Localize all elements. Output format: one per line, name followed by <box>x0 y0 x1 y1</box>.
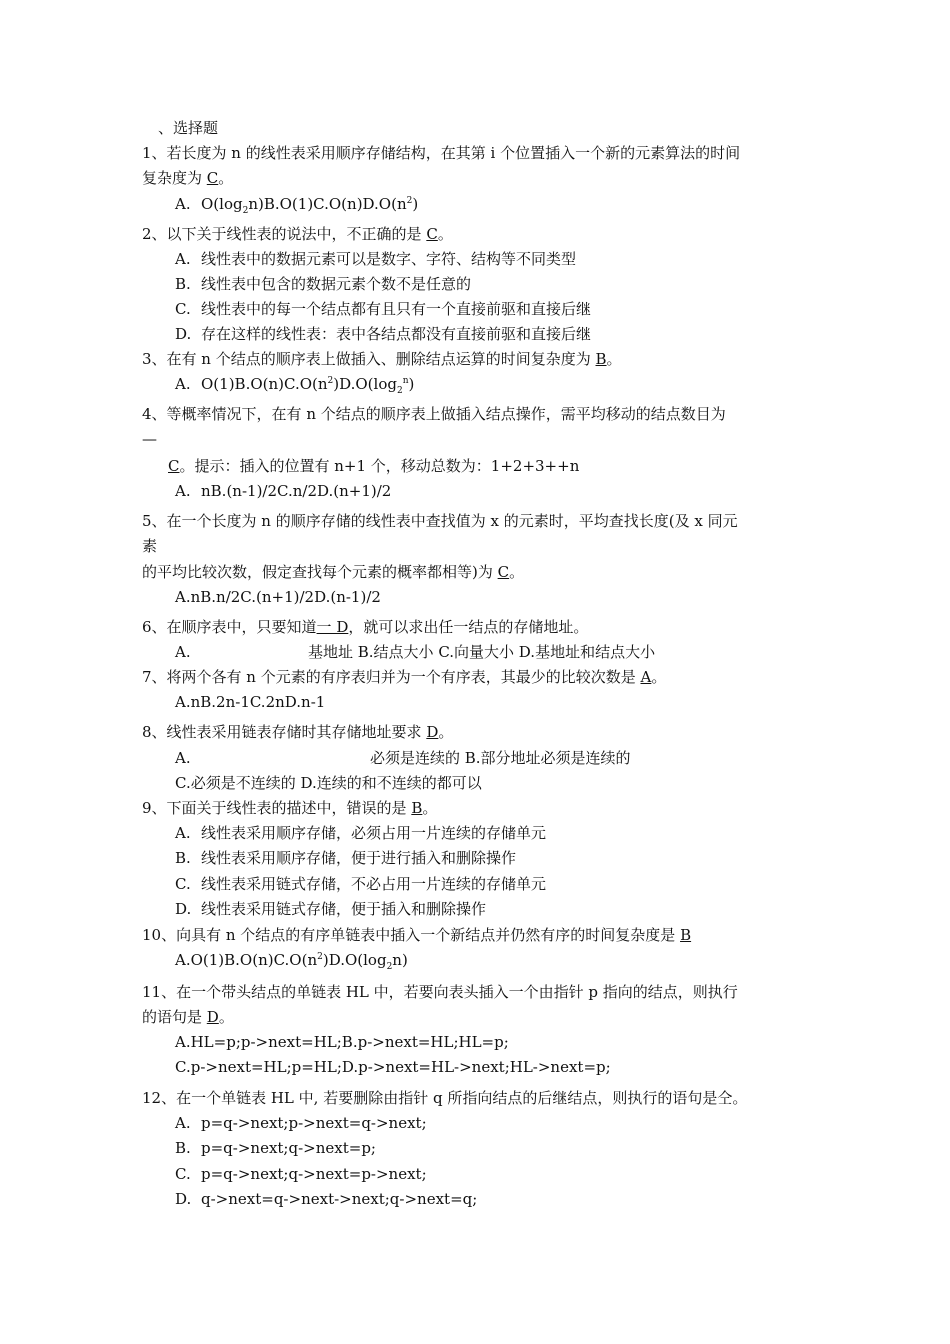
question-4-answer: C <box>168 457 180 475</box>
section-title: 、选择题 <box>158 119 219 137</box>
question-9-option-a: A. 线性表采用顺序存储，必须占用一片连续的存储单元 <box>175 824 547 842</box>
question-9-answer: B <box>411 799 423 817</box>
question-12-stem: 12、在一个单链表 HL 中, 若要删除由指针 q 所指向结点的后继结点，则执行的语句是仝。 <box>142 1089 748 1107</box>
question-6-option-label: A. <box>175 643 191 661</box>
question-5-stem-line3: 的平均比较次数，假定查找每个元素的概率都相等)为 C。 <box>142 563 525 581</box>
question-1-stem-line1: 1、若长度为 n 的线性表采用顺序存储结构，在其第 i 个位置插入一个新的元素算法的时间 <box>142 144 741 162</box>
question-1-options: A. $O(\log_2n)B.O(1)C.O(n)D.O(n^2)$ <box>175 195 419 216</box>
question-2-answer: C <box>426 225 438 243</box>
question-4-stem-line1: 4、等概率情况下，在有 n 个结点的顺序表上做插入结点操作，需平均移动的结点数目为 <box>142 405 726 423</box>
question-5-answer: C <box>497 563 510 581</box>
question-12-option-c: C. p=q->next;q->next=p->next; <box>175 1165 427 1183</box>
question-12-option-a: A. p=q->next;p->next=q->next; <box>175 1114 427 1132</box>
question-7-answer: A <box>640 668 652 686</box>
question-2-option-c: C. 线性表中的每一个结点都有且只有一个直接前驱和直接后继 <box>175 300 592 318</box>
question-9-option-d: D. 线性表采用链式存储，便于插入和删除操作 <box>175 900 487 918</box>
question-4-hint: C。提示：插入的位置有 n+1 个，移动总数为：1+2+3++n <box>168 457 580 475</box>
question-2-option-d: D. 存在这样的线性表：表中各结点都没有直接前驱和直接后继 <box>175 325 592 343</box>
question-11-stem-line1: 11、在一个带头结点的单链表 HL 中，若要向表头插入一个由指针 p 指向的结点，则执行 <box>142 983 738 1001</box>
question-11-stem-line2: 的语句是 D。 <box>142 1008 234 1026</box>
question-1-stem-line2: 复杂度为 C。 <box>142 169 234 187</box>
question-3-stem: 3、在有 n 个结点的顺序表上做插入、删除结点运算的时间复杂度为 B。 <box>142 350 622 368</box>
question-8-answer: D <box>426 723 439 741</box>
question-7-stem: 7、将两个各有 n 个元素的有序表归并为一个有序表，其最少的比较次数是 A。 <box>142 668 667 686</box>
question-11-answer: D <box>206 1008 219 1026</box>
question-8-options-line2: C.必须是不连续的 D.连续的和不连续的都可以 <box>175 774 482 792</box>
question-10-stem: 10、向具有 n 个结点的有序单链表中插入一个新结点并仍然有序的时间复杂度是 B <box>142 926 692 944</box>
question-2-option-a: A. 线性表中的数据元素可以是数字、字符、结构等不同类型 <box>175 250 577 268</box>
question-2-stem: 2、以下关于线性表的说法中，不正确的是 C。 <box>142 225 453 243</box>
question-9-stem: 9、下面关于线性表的描述中，错误的是 B。 <box>142 799 438 817</box>
question-3-options: A. $O(1)B.O(n)C.O(n^2)D.O(\log_2^n)$ <box>175 375 415 396</box>
question-7-options: A.nB.2n-1C.2nD.n-1 <box>175 693 326 711</box>
question-5-stem-line2: 素 <box>142 537 158 555</box>
question-9-option-b: B. 线性表采用顺序存储，便于进行插入和删除操作 <box>175 849 517 867</box>
question-8-stem: 8、线性表采用链表存储时其存储地址要求 D。 <box>142 723 454 741</box>
question-12-option-d: D. q->next=q->next->next;q->next=q; <box>175 1190 478 1208</box>
question-10-answer: B <box>680 926 692 944</box>
question-6-stem: 6、在顺序表中，只要知道一 D，就可以求出任一结点的存储地址。 <box>142 618 589 636</box>
question-4-stem-line2: — <box>142 430 157 448</box>
question-8-options-line1: 必须是连续的 B.部分地址必须是连续的 <box>370 749 631 767</box>
question-8-option-label: A. <box>175 749 191 767</box>
question-5-options: A.nB.n/2C.(n+1)/2D.(n-1)/2 <box>175 588 381 606</box>
question-3-answer: B <box>595 350 607 368</box>
question-11-options-line2: C.p->next=HL;p=HL;D.p->next=HL->next;HL->next=p; <box>175 1058 611 1076</box>
question-1-answer: C <box>206 169 219 187</box>
question-11-options-line1: A.HL=p;p->next=HL;B.p->next=HL;HL=p; <box>175 1033 509 1051</box>
question-4-options: A. nB.(n-1)/2C.n/2D.(n+1)/2 <box>175 482 392 500</box>
question-6-answer: 一 D <box>316 618 349 636</box>
question-9-option-c: C. 线性表采用链式存储，不必占用一片连续的存储单元 <box>175 875 547 893</box>
question-10-options: $A.O(1)B.O(n)C.O(n^2)D.O(\log_2n)$ <box>175 951 408 972</box>
question-5-stem-line1: 5、在一个长度为 n 的顺序存储的线性表中查找值为 x 的元素时，平均查找长度(及 x 同元 <box>142 512 738 530</box>
question-2-option-b: B. 线性表中包含的数据元素个数不是任意的 <box>175 275 472 293</box>
question-12-option-b: B. p=q->next;q->next=p; <box>175 1139 376 1157</box>
question-6-options: 基地址 B.结点大小 C.向量大小 D.基地址和结点大小 <box>308 643 656 661</box>
